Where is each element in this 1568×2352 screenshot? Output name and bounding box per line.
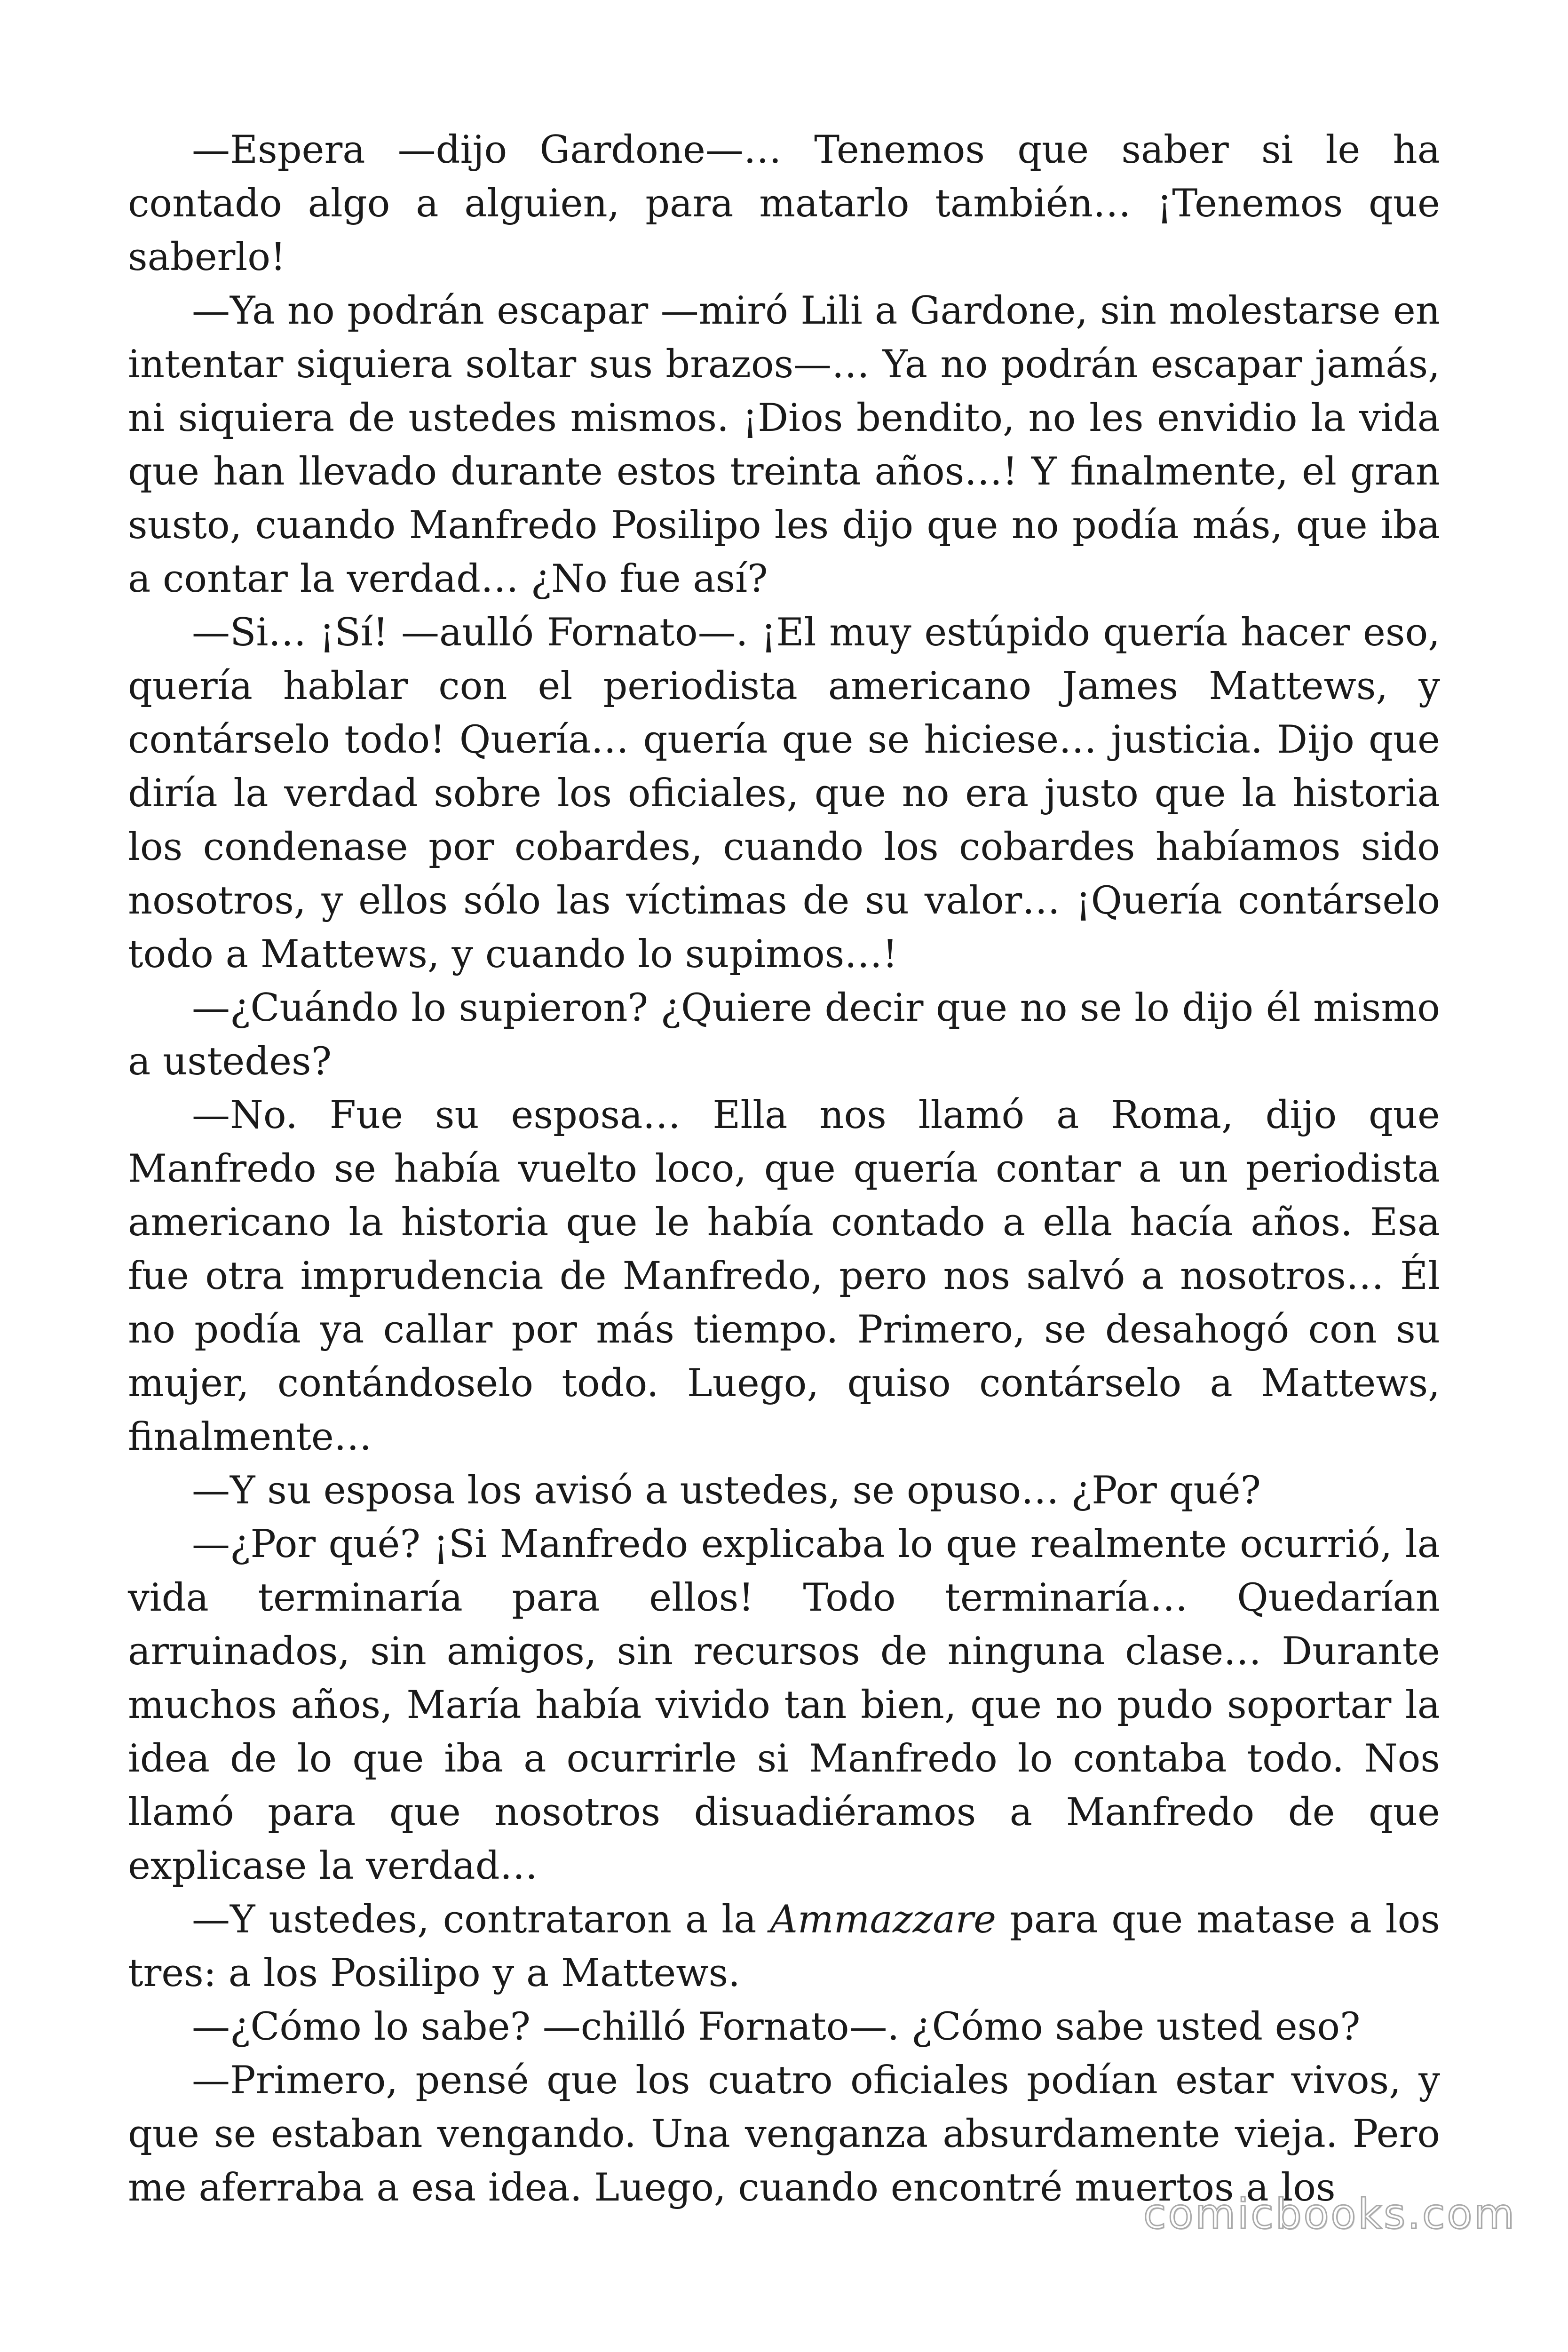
paragraph (128, 1893, 1440, 2000)
paragraph-text: —No. Fue su esposa… Ella nos llamó a Roma, dijo que Manfredo se había vuelto loco, que quería contar a un periodista americano la historia que le había contado a ella hacía años. Esa fue otra imprudencia de Manfredo, pero nos salvó a nosotros… Él no podía ya callar por más tiempo. Primero, se desahogó con su mujer, contándoselo todo. Luego, quiso contárselo a Mattews, finalmente… (128, 1093, 1440, 1459)
paragraph (128, 123, 1440, 284)
paragraph (128, 1518, 1440, 1893)
paragraph-text: —Y su esposa los avisó a ustedes, se opuso… ¿Por qué? (192, 1469, 1261, 1513)
page-text (128, 123, 1440, 2215)
paragraph-text: —Espera —dijo Gardone—… Tenemos que saber si le ha contado algo a alguien, para matarlo también… ¡Tenemos que saberlo! (128, 128, 1440, 279)
paragraph (128, 284, 1440, 606)
paragraph-text: —Ya no podrán escapar —miró Lili a Gardone, sin molestarse en intentar siquiera soltar sus brazos—… Ya no podrán escapar jamás, ni siquiera de ustedes mismos. ¡Dios bendito, no les envidio la vida que han llevado durante estos treinta años…! Y finalmente, el gran susto, cuando Manfredo Posilipo les dijo que no podía más, que iba a contar la verdad… ¿No fue así? (128, 289, 1440, 601)
paragraph-text: —Si… ¡Sí! —aulló Fornato—. ¡El muy estúpido quería hacer eso, quería hablar con el periodista americano James Mattews, y contárselo todo! Quería… quería que se hiciese… justicia. Dijo que diría la verdad sobre los oficiales, que no era justo que la historia los condenase por cobardes, cuando los cobardes habíamos sido nosotros, y ellos sólo las víctimas de su valor… ¡Quería contárselo todo a Mattews, y cuando lo supimos…! (128, 611, 1440, 977)
paragraph-text: —¿Cómo lo sabe? —chilló Fornato—. ¿Cómo sabe usted eso? (192, 2005, 1361, 2049)
paragraph (128, 2000, 1440, 2054)
paragraph (128, 1089, 1440, 1464)
paragraph (128, 981, 1440, 1089)
italic-term: Ammazzare (770, 1898, 997, 1942)
paragraph-text: —Primero, pensé que los cuatro oficiales podían estar vivos, y que se estaban vengando. Una venganza absurdamente vieja. Pero me aferraba a esa idea. Luego, cuando encontré muertos a los (128, 2058, 1440, 2210)
paragraph (128, 606, 1440, 981)
watermark: comicbooks.com (1143, 2190, 1516, 2238)
paragraph-text: —¿Por qué? ¡Si Manfredo explicaba lo que realmente ocurrió, la vida terminaría para ellos! Todo terminaría… Quedarían arruinados, sin amigos, sin recursos de ninguna clase… Durante muchos años, María había vivido tan bien, que no pudo soportar la idea de lo que iba a ocurrirle si Manfredo lo contaba todo. Nos llamó para que nosotros disuadiéramos a Manfredo de que explicase la verdad… (128, 1522, 1440, 1888)
paragraph-text: para que matase a los tres: a los Posilipo y a Mattews. (128, 1898, 1440, 1995)
paragraph (128, 1464, 1440, 1518)
paragraph-text: —¿Cuándo lo supieron? ¿Quiere decir que no se lo dijo él mismo a ustedes? (128, 986, 1440, 1084)
paragraph-text: —Y ustedes, contrataron a la (192, 1898, 770, 1942)
